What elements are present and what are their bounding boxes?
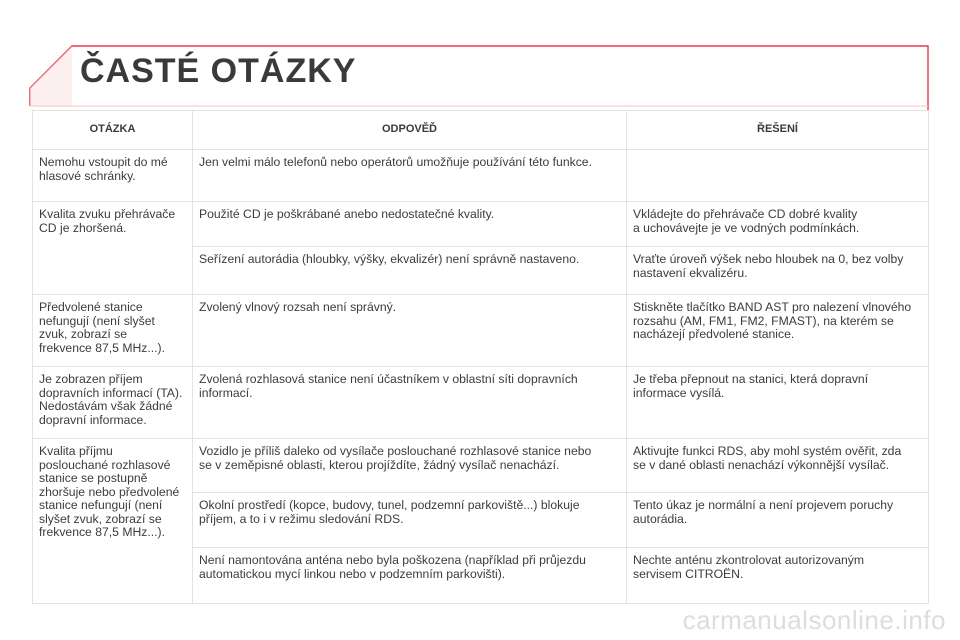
solution-cell: Vraťte úroveň výšek nebo hloubek na 0, bez volby nastavení ekvalizéru. [627,247,929,295]
answer-cell: Použité CD je poškrábané anebo nedostatečné kvality. [193,202,627,247]
table-header-row [33,111,929,150]
answer-cell: Zvolená rozhlasová stanice není účastníkem v oblastní síti dopravních informací. [193,367,627,439]
answer-cell: Jen velmi málo telefonů nebo operátorů umožňuje používání této funkce. [193,150,627,202]
answer-cell: Není namontována anténa nebo byla poškozena (například při průjezdu automatickou mycí linkou nebo v podzemním parkovišti). [193,548,627,604]
watermark: carmanualsonline.info [682,605,946,635]
table-row [33,202,929,247]
question-cell: Je zobrazen příjem dopravních informací (TA). Nedostávám však žádné dopravní informace. [33,367,193,439]
solution-cell: Vkládejte do přehrávače CD dobré kvality a uchovávejte je ve vodných podmínkách. [627,202,929,247]
table-row [33,150,929,202]
header-question: OTÁZKA [33,111,193,150]
solution-cell: Tento úkaz je normální a není projevem poruchy autorádia. [627,493,929,548]
solution-cell [627,150,929,202]
page-title: ČASTÉ OTÁZKY [80,52,357,90]
table-row [33,295,929,367]
header-solution: ŘEŠENÍ [627,111,929,150]
solution-cell: Aktivujte funkci RDS, aby mohl systém ověřit, zda se v dané oblasti nenachází výkonnější vysílač. [627,439,929,493]
header-answer: ODPOVĚĎ [193,111,627,150]
solution-cell: Nechte anténu zkontrolovat autorizovaným servisem CITROËN. [627,548,929,604]
table-row [33,367,929,439]
answer-cell: Vozidlo je příliš daleko od vysílače poslouchané rozhlasové stanice nebo se v zeměpisné oblasti, kterou projíždíte, žádný vysílač nenachází. [193,439,627,493]
question-cell: Předvolené stanice nefungují (není slyšet zvuk, zobrazí se frekvence 87,5 MHz...). [33,295,193,367]
page-header [0,0,960,110]
table-row [33,439,929,493]
answer-cell: Okolní prostředí (kopce, budovy, tunel, podzemní parkoviště...) blokuje příjem, a to i v režimu sledování RDS. [193,493,627,548]
answer-cell: Zvolený vlnový rozsah není správný. [193,295,627,367]
faq-table [32,110,929,604]
question-cell: Kvalita příjmu poslouchané rozhlasové stanice se postupně zhoršuje nebo předvolené stanice nefungují (není slyšet zvuk, zobrazí se frekvence 87,5 MHz...). [33,439,193,604]
solution-cell: Stiskněte tlačítko BAND AST pro nalezení vlnového rozsahu (AM, FM1, FM2, FMAST), na kterém se nacházejí předvolené stanice. [627,295,929,367]
question-cell: Nemohu vstoupit do mé hlasové schránky. [33,150,193,202]
question-cell: Kvalita zvuku přehrávače CD je zhoršená. [33,202,193,295]
answer-cell: Seřízení autorádia (hloubky, výšky, ekvalizér) není správně nastaveno. [193,247,627,295]
solution-cell: Je třeba přepnout na stanici, která dopravní informace vysílá. [627,367,929,439]
